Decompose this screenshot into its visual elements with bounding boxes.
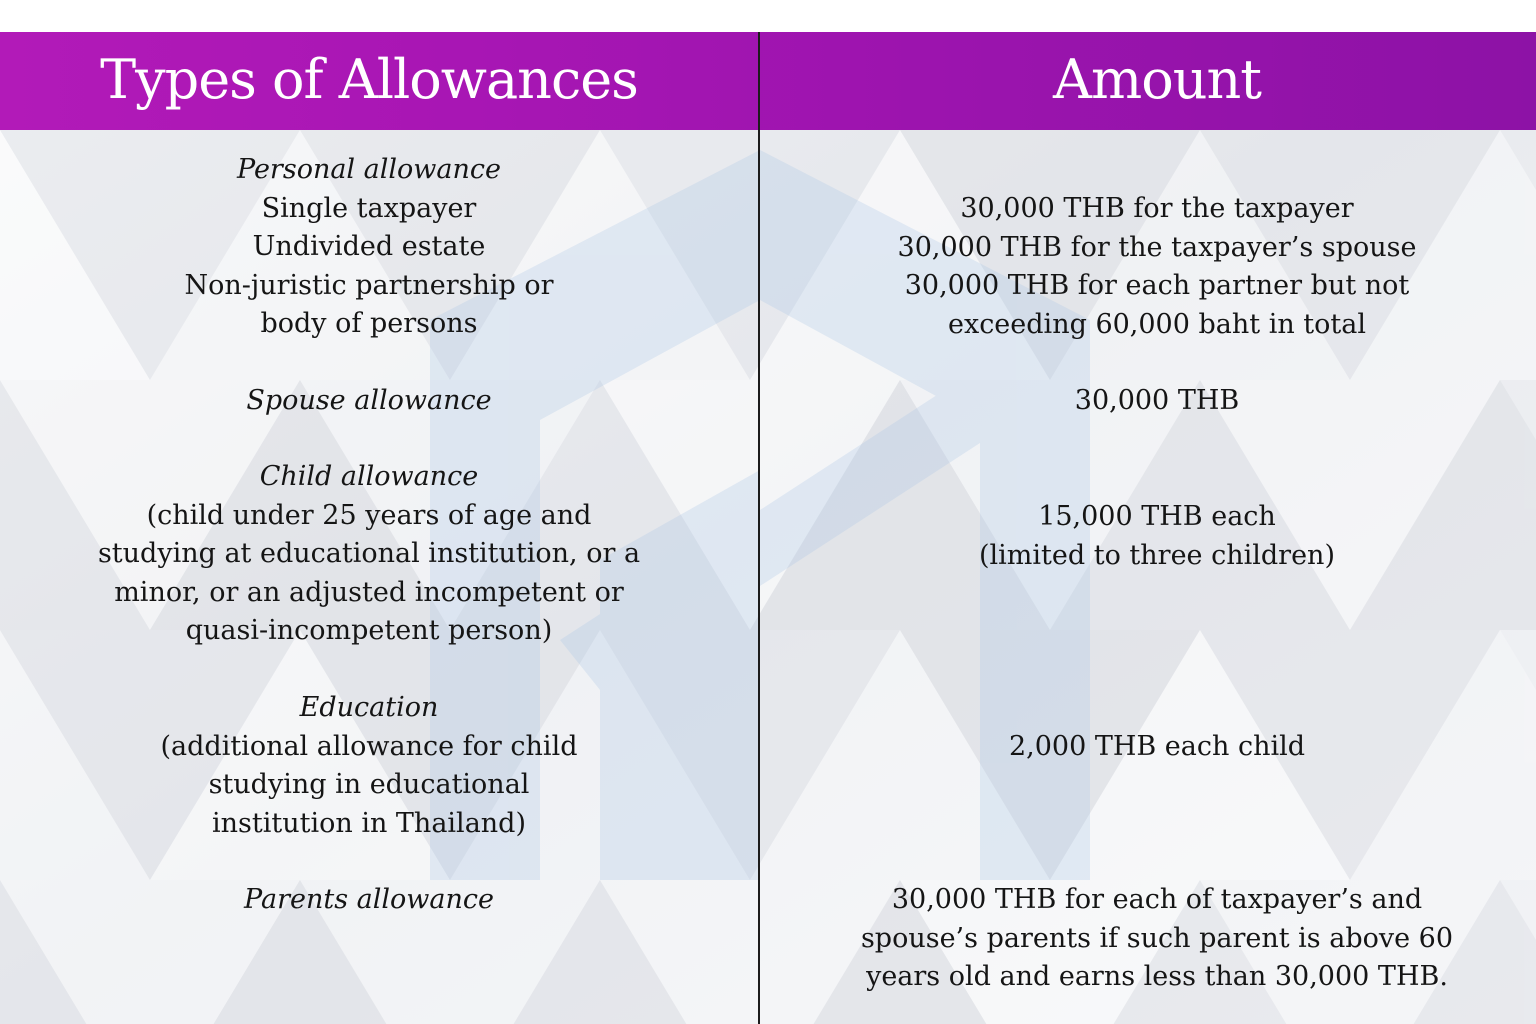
row-text-line: Single taxpayer: [261, 192, 477, 224]
row-text-line: studying in educational: [208, 769, 530, 800]
table-row-spouse-type: [0, 382, 738, 421]
row-title: Spouse allowance: [246, 385, 492, 416]
column-divider: [758, 32, 760, 1024]
table-row-personal-amount: [762, 190, 1536, 344]
row-title: Personal allowance: [237, 154, 501, 185]
amount-text-line: years old and earns less than 30,000 THB.: [866, 961, 1448, 992]
amount-text-line: spouse’s parents if such parent is above 60: [860, 922, 1454, 954]
amount-text-line: 15,000 THB each: [1038, 501, 1276, 532]
amount-text-line: 30,000 THB: [1074, 385, 1240, 416]
table-row-education-amount: [762, 728, 1536, 767]
row-text-line: studying at educational institution, or a: [97, 538, 641, 569]
amount-text-line: 30,000 THB for each of taxpayer’s and: [891, 884, 1423, 915]
table-row-personal-type: [0, 151, 738, 344]
row-text-line: (additional allowance for child: [160, 730, 578, 762]
amount-text-line: exceeding 60,000 baht in total: [947, 308, 1366, 340]
row-text-line: Undivided estate: [252, 231, 486, 262]
header-types-of-allowances: Types of Allowances: [100, 48, 638, 111]
table-header: [0, 32, 1536, 130]
header-amount: Amount: [1053, 48, 1261, 111]
table-row-spouse-amount: [762, 382, 1536, 421]
row-text-line: minor, or an adjusted incompetent or: [114, 576, 624, 608]
amount-text-line: 2,000 THB each child: [1008, 731, 1306, 762]
row-text-line: body of persons: [260, 308, 478, 339]
table-row-child-type: [0, 458, 738, 651]
row-title: Parents allowance: [244, 884, 494, 915]
table-row-child-amount: [762, 498, 1536, 575]
amount-text-line: (limited to three children): [979, 539, 1335, 571]
table-row-education-type: [0, 689, 738, 843]
row-text-line: (child under 25 years of age and: [146, 499, 592, 531]
row-title: Education: [299, 692, 439, 723]
amount-text-line: 30,000 THB for the taxpayer: [960, 193, 1354, 224]
amount-text-line: 30,000 THB for each partner but not: [904, 270, 1410, 301]
table-row-parents-type: [0, 881, 738, 920]
amount-text-line: 30,000 THB for the taxpayer’s spouse: [897, 231, 1417, 263]
row-text-line: Non-juristic partnership or: [184, 269, 554, 301]
row-title: Child allowance: [259, 461, 479, 492]
row-text-line: quasi-incompetent person): [185, 615, 553, 646]
top-margin-band: [0, 0, 1536, 32]
table-row-parents-amount: [762, 881, 1536, 997]
row-text-line: institution in Thailand): [212, 807, 526, 839]
